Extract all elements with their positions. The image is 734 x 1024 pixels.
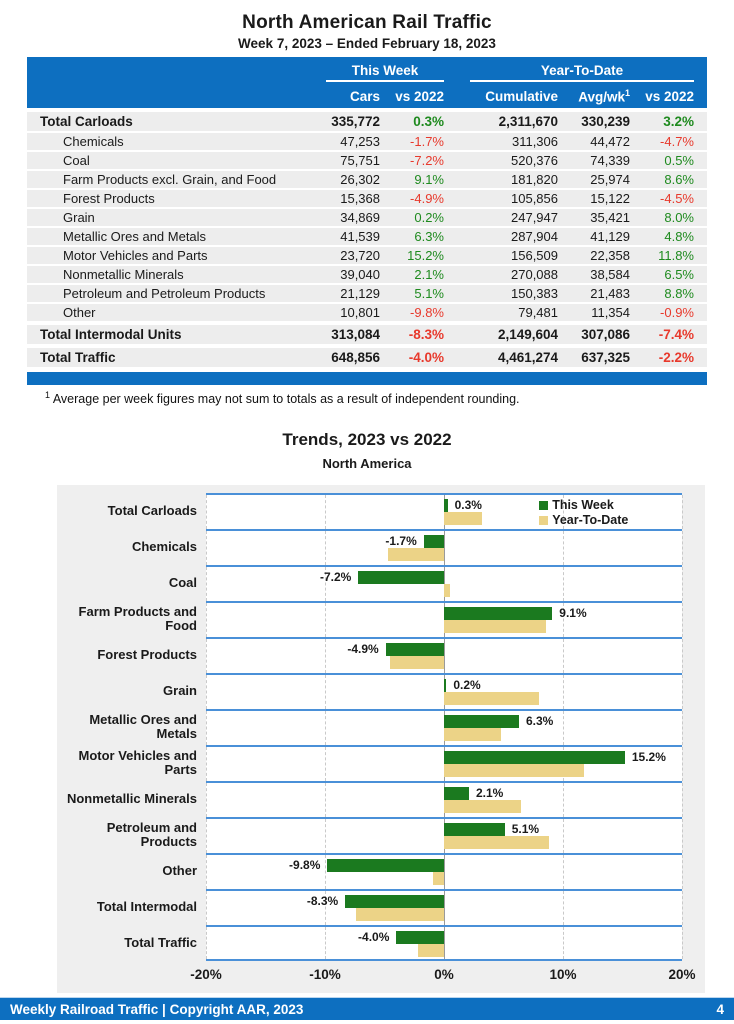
legend-swatch xyxy=(539,516,548,525)
cars-vs-2022-value: 0.2% xyxy=(414,210,444,225)
gridline xyxy=(682,927,683,959)
this-week-bar xyxy=(424,535,444,548)
chart-title: Trends, 2023 vs 2022 xyxy=(282,430,452,449)
bar-value-label: -8.3% xyxy=(306,894,339,908)
chart-category-label: Total Traffic xyxy=(124,935,197,950)
cumulative-value: 311,306 xyxy=(511,134,558,149)
cars-value: 313,084 xyxy=(331,327,380,342)
chart-row-plot xyxy=(206,529,682,565)
group-year-to-date: Year-To-Date xyxy=(457,63,707,84)
gridline xyxy=(682,639,683,673)
x-axis-tick: 0% xyxy=(434,967,454,982)
bar-value-label: 6.3% xyxy=(525,714,554,728)
bar-value-label: -1.7% xyxy=(385,534,417,548)
table-row xyxy=(27,321,707,344)
chart-row xyxy=(57,817,705,853)
table-row xyxy=(27,245,707,264)
cumulative-value: 79,481 xyxy=(518,305,558,320)
footnote xyxy=(45,390,520,406)
gridline xyxy=(563,891,564,925)
gridline xyxy=(682,819,683,853)
chart-category-label: Nonmetallic Minerals xyxy=(66,791,197,806)
gridline xyxy=(325,927,326,959)
chart-row-plot xyxy=(206,889,682,925)
table-header xyxy=(27,57,707,108)
row-label: Forest Products xyxy=(63,191,155,206)
chart-plot-area xyxy=(57,493,705,961)
year-to-date-bar xyxy=(433,872,444,885)
gridline xyxy=(206,927,207,959)
avg-wk-value: 22,358 xyxy=(590,248,630,263)
chart-row xyxy=(57,781,705,817)
cars-value: 648,856 xyxy=(331,350,380,365)
zero-axis-line xyxy=(444,531,445,565)
this-week-bar xyxy=(327,859,444,872)
ytd-vs-2022-value: 4.8% xyxy=(664,229,694,244)
avg-wk-value: 307,086 xyxy=(581,327,630,342)
legend-label: Year-To-Date xyxy=(552,513,629,527)
gridline xyxy=(325,495,326,529)
cars-value: 41,539 xyxy=(340,229,380,244)
avg-wk-value: 330,239 xyxy=(581,114,630,129)
bar-value-label: 9.1% xyxy=(559,606,587,620)
cars-value: 26,302 xyxy=(340,172,380,187)
chart-row-plot xyxy=(206,565,682,601)
row-label: Nonmetallic Minerals xyxy=(63,267,184,282)
gridline xyxy=(682,603,683,637)
gridline xyxy=(682,747,683,781)
gridline xyxy=(206,747,207,781)
gridline xyxy=(206,711,207,745)
table-row xyxy=(27,283,707,302)
year-to-date-bar xyxy=(356,908,444,921)
legend-item xyxy=(539,498,628,513)
chart-row-plot xyxy=(206,745,682,781)
row-label: Total Traffic xyxy=(40,350,116,365)
ytd-vs-2022-value: 8.6% xyxy=(664,172,694,187)
this-week-bar xyxy=(444,499,448,512)
chart-legend xyxy=(539,498,628,528)
gridline xyxy=(682,675,683,709)
avg-wk-value: 25,974 xyxy=(590,172,630,187)
bar-value-label: -4.0% xyxy=(358,930,390,944)
cars-value: 335,772 xyxy=(331,114,380,129)
cumulative-value: 270,088 xyxy=(511,267,558,282)
cars-value: 23,720 xyxy=(340,248,380,263)
ytd-vs-2022-value: -4.5% xyxy=(660,191,694,206)
gridline xyxy=(206,567,207,601)
table-row xyxy=(27,226,707,245)
cumulative-value: 247,947 xyxy=(511,210,558,225)
x-axis-tick: 20% xyxy=(668,967,696,982)
this-week-bar xyxy=(358,571,444,584)
chart-row xyxy=(57,925,705,961)
page-title: North American Rail Traffic xyxy=(242,12,492,33)
col-cars: Cars xyxy=(349,88,380,104)
this-week-bar xyxy=(444,715,519,728)
table-row xyxy=(27,131,707,150)
col-cumulative: Cumulative xyxy=(485,88,558,104)
gridline xyxy=(563,567,564,601)
gridline xyxy=(563,927,564,959)
gridline xyxy=(682,711,683,745)
chart-row xyxy=(57,529,705,565)
cumulative-value: 2,149,604 xyxy=(497,327,558,342)
gridline xyxy=(206,531,207,565)
row-label: Farm Products excl. Grain, and Food xyxy=(63,172,277,187)
this-week-bar xyxy=(396,931,444,944)
row-label: Motor Vehicles and Parts xyxy=(63,248,208,263)
footer-text: Weekly Railroad Traffic | Copyright AAR, 2023 xyxy=(10,1001,304,1017)
ytd-vs-2022-value: 11.8% xyxy=(658,248,694,263)
cumulative-value: 2,311,670 xyxy=(498,114,558,129)
cars-vs-2022-value: -7.2% xyxy=(410,153,444,168)
year-to-date-bar xyxy=(444,620,546,633)
chart-category-label: Petroleum and Products xyxy=(106,820,197,849)
cumulative-value: 150,383 xyxy=(511,286,558,301)
chart-x-axis xyxy=(190,961,696,985)
cars-vs-2022-value: -9.8% xyxy=(410,305,444,320)
cumulative-value: 4,461,274 xyxy=(497,350,558,365)
chart-subtitle: North America xyxy=(322,456,412,471)
col-cars-vs-2022: vs 2022 xyxy=(395,88,444,104)
cumulative-value: 287,904 xyxy=(511,229,558,244)
gridline xyxy=(563,855,564,889)
chart-row-plot xyxy=(206,709,682,745)
row-label: Other xyxy=(63,305,96,320)
header-spacer xyxy=(27,63,313,84)
cars-vs-2022-value: -4.0% xyxy=(408,350,444,365)
this-week-bar xyxy=(386,643,444,656)
row-label: Petroleum and Petroleum Products xyxy=(63,286,266,301)
row-label: Coal xyxy=(63,153,90,168)
gridline xyxy=(563,675,564,709)
chart-row xyxy=(57,889,705,925)
gridline xyxy=(325,783,326,817)
col-avg-wk: Avg/$wk^1$ xyxy=(578,87,630,105)
chart-row-plot xyxy=(206,601,682,637)
row-label: Total Carloads xyxy=(40,114,133,129)
cars-vs-2022-value: -4.9% xyxy=(410,191,444,206)
zero-axis-line xyxy=(444,927,445,959)
table-row xyxy=(27,344,707,367)
row-label: Grain xyxy=(63,210,95,225)
gridline xyxy=(682,783,683,817)
footer-bar xyxy=(0,997,734,1020)
avg-wk-value: 637,325 xyxy=(581,350,630,365)
group-this-week: This Week xyxy=(313,63,457,84)
chart-row xyxy=(57,493,705,529)
ytd-vs-2022-value: 6.5% xyxy=(664,267,694,282)
gridline xyxy=(563,639,564,673)
chart-row xyxy=(57,565,705,601)
cars-vs-2022-value: 5.1% xyxy=(414,286,444,301)
gridline xyxy=(325,819,326,853)
footnote-marker: 1 xyxy=(45,390,51,400)
year-to-date-bar xyxy=(444,764,584,777)
gridline xyxy=(325,855,326,889)
table-bottom-bar xyxy=(27,372,707,385)
gridline xyxy=(563,531,564,565)
bar-value-label: -9.8% xyxy=(289,858,321,872)
year-to-date-bar xyxy=(444,728,501,741)
avg-wk-value: 35,421 xyxy=(590,210,630,225)
chart-category-label: Grain xyxy=(163,683,197,698)
cumulative-value: 156,509 xyxy=(511,248,558,263)
cars-vs-2022-value: 9.1% xyxy=(414,172,444,187)
bar-value-label: 15.2% xyxy=(631,750,666,764)
year-to-date-bar xyxy=(388,548,444,561)
gridline xyxy=(325,747,326,781)
ytd-vs-2022-value: 3.2% xyxy=(663,114,694,129)
gridline xyxy=(682,891,683,925)
footnote-text: Average per week figures may not sum to totals as a result of independent rounding. xyxy=(52,392,520,407)
ytd-vs-2022-value: 0.5% xyxy=(664,153,694,168)
this-week-bar xyxy=(444,787,469,800)
cars-vs-2022-value: -8.3% xyxy=(408,327,444,342)
gridline xyxy=(682,495,683,529)
avg-wk-value: 44,472 xyxy=(590,134,630,149)
table-body xyxy=(27,108,707,367)
legend-item xyxy=(539,513,628,528)
chart-category-label: Total Intermodal xyxy=(96,899,197,914)
chart-row-plot xyxy=(206,637,682,673)
this-week-bar xyxy=(444,679,446,692)
cars-value: 34,869 xyxy=(340,210,380,225)
gridline xyxy=(682,855,683,889)
avg-wk-value: 38,584 xyxy=(590,267,630,282)
cars-value: 47,253 xyxy=(340,134,380,149)
chart-category-label: Total Carloads xyxy=(107,503,197,518)
chart-category-label: Coal xyxy=(168,575,197,590)
table-row xyxy=(27,264,707,283)
ytd-vs-2022-value: 8.0% xyxy=(664,210,694,225)
x-axis-tick: 10% xyxy=(549,967,577,982)
year-to-date-bar xyxy=(444,836,549,849)
chart-row xyxy=(57,853,705,889)
footer-page-number: 4 xyxy=(716,1001,724,1017)
bar-value-label: 0.3% xyxy=(454,498,482,512)
chart-row-plot xyxy=(206,493,682,529)
chart-row xyxy=(57,601,705,637)
table-row xyxy=(27,207,707,226)
chart-row xyxy=(57,673,705,709)
gridline xyxy=(563,783,564,817)
row-label: Total Intermodal Units xyxy=(40,327,182,342)
year-to-date-bar xyxy=(444,512,482,525)
ytd-vs-2022-value: -0.9% xyxy=(660,305,694,320)
table-row xyxy=(27,169,707,188)
gridline xyxy=(563,711,564,745)
chart-category-label: Other xyxy=(162,863,197,878)
zero-axis-line xyxy=(444,891,445,925)
cars-value: 21,129 xyxy=(340,286,380,301)
avg-wk-value: 15,122 xyxy=(590,191,630,206)
year-to-date-bar xyxy=(444,692,539,705)
cars-vs-2022-value: 6.3% xyxy=(414,229,444,244)
avg-wk-value: 41,129 xyxy=(590,229,630,244)
row-label: Chemicals xyxy=(63,134,124,149)
chart-row-plot xyxy=(206,853,682,889)
chart-category-label: Forest Products xyxy=(97,647,197,662)
bar-value-label: 5.1% xyxy=(511,822,540,836)
year-to-date-bar xyxy=(418,944,444,957)
gridline xyxy=(206,783,207,817)
avg-wk-value: 74,339 xyxy=(590,153,630,168)
cars-value: 75,751 xyxy=(340,153,380,168)
gridline xyxy=(206,855,207,889)
chart-category-label: Chemicals xyxy=(131,539,197,554)
chart-row xyxy=(57,709,705,745)
year-to-date-bar xyxy=(444,800,521,813)
page-subtitle: Week 7, 2023 – Ended February 18, 2023 xyxy=(238,36,496,51)
ytd-vs-2022-value: -7.4% xyxy=(658,327,694,342)
x-axis-tick: -10% xyxy=(309,967,341,982)
cars-vs-2022-value: 0.3% xyxy=(413,114,444,129)
chart-row xyxy=(57,637,705,673)
ytd-vs-2022-value: -4.7% xyxy=(660,134,694,149)
cars-value: 10,801 xyxy=(340,305,380,320)
cumulative-value: 181,820 xyxy=(511,172,558,187)
bar-value-label: -4.9% xyxy=(347,642,379,656)
row-label: Metallic Ores and Metals xyxy=(63,229,207,244)
gridline xyxy=(206,891,207,925)
cars-vs-2022-value: 15.2% xyxy=(407,248,444,263)
gridline xyxy=(206,819,207,853)
year-to-date-bar xyxy=(444,584,450,597)
gridline xyxy=(325,531,326,565)
gridline xyxy=(206,603,207,637)
cars-vs-2022-value: 2.1% xyxy=(414,267,444,282)
this-week-bar xyxy=(444,751,625,764)
table-row xyxy=(27,150,707,169)
ytd-vs-2022-value: -2.2% xyxy=(658,350,694,365)
chart-row xyxy=(57,745,705,781)
traffic-table xyxy=(27,57,707,385)
gridline xyxy=(325,639,326,673)
bar-value-label: 0.2% xyxy=(453,678,481,692)
legend-label: This Week xyxy=(552,498,614,512)
chart-category-label: Metallic Ores and Metals xyxy=(89,712,197,741)
gridline xyxy=(206,639,207,673)
gridline xyxy=(563,819,564,853)
zero-axis-line xyxy=(444,639,445,673)
gridline xyxy=(682,567,683,601)
gridline xyxy=(206,495,207,529)
table-row xyxy=(27,188,707,207)
cumulative-value: 105,856 xyxy=(511,191,558,206)
chart-category-label: Motor Vehicles and Parts xyxy=(78,748,197,777)
chart-row-plot xyxy=(206,925,682,961)
cars-vs-2022-value: -1.7% xyxy=(410,134,444,149)
avg-wk-value: 21,483 xyxy=(590,286,630,301)
trends-chart xyxy=(57,485,705,993)
zero-axis-line xyxy=(444,855,445,889)
gridline xyxy=(325,603,326,637)
chart-row-plot xyxy=(206,781,682,817)
gridline xyxy=(325,675,326,709)
col-ytd-vs-2022: vs 2022 xyxy=(645,88,694,104)
ytd-vs-2022-value: 8.8% xyxy=(664,286,694,301)
gridline xyxy=(682,531,683,565)
legend-swatch xyxy=(539,501,548,510)
chart-category-label: Farm Products and Food xyxy=(78,604,197,633)
chart-row-plot xyxy=(206,673,682,709)
x-axis-tick: -20% xyxy=(190,967,222,982)
bar-value-label: 2.1% xyxy=(475,786,504,800)
gridline xyxy=(206,675,207,709)
bar-value-label: -7.2% xyxy=(319,570,352,584)
cars-value: 15,368 xyxy=(340,191,380,206)
chart-row-plot xyxy=(206,817,682,853)
this-week-bar xyxy=(444,607,552,620)
gridline xyxy=(325,711,326,745)
cars-value: 39,040 xyxy=(340,267,380,282)
table-row xyxy=(27,108,707,131)
this-week-bar xyxy=(345,895,444,908)
this-week-bar xyxy=(444,823,505,836)
year-to-date-bar xyxy=(390,656,444,669)
table-row xyxy=(27,302,707,321)
cumulative-value: 520,376 xyxy=(511,153,558,168)
avg-wk-value: 11,354 xyxy=(591,305,630,320)
